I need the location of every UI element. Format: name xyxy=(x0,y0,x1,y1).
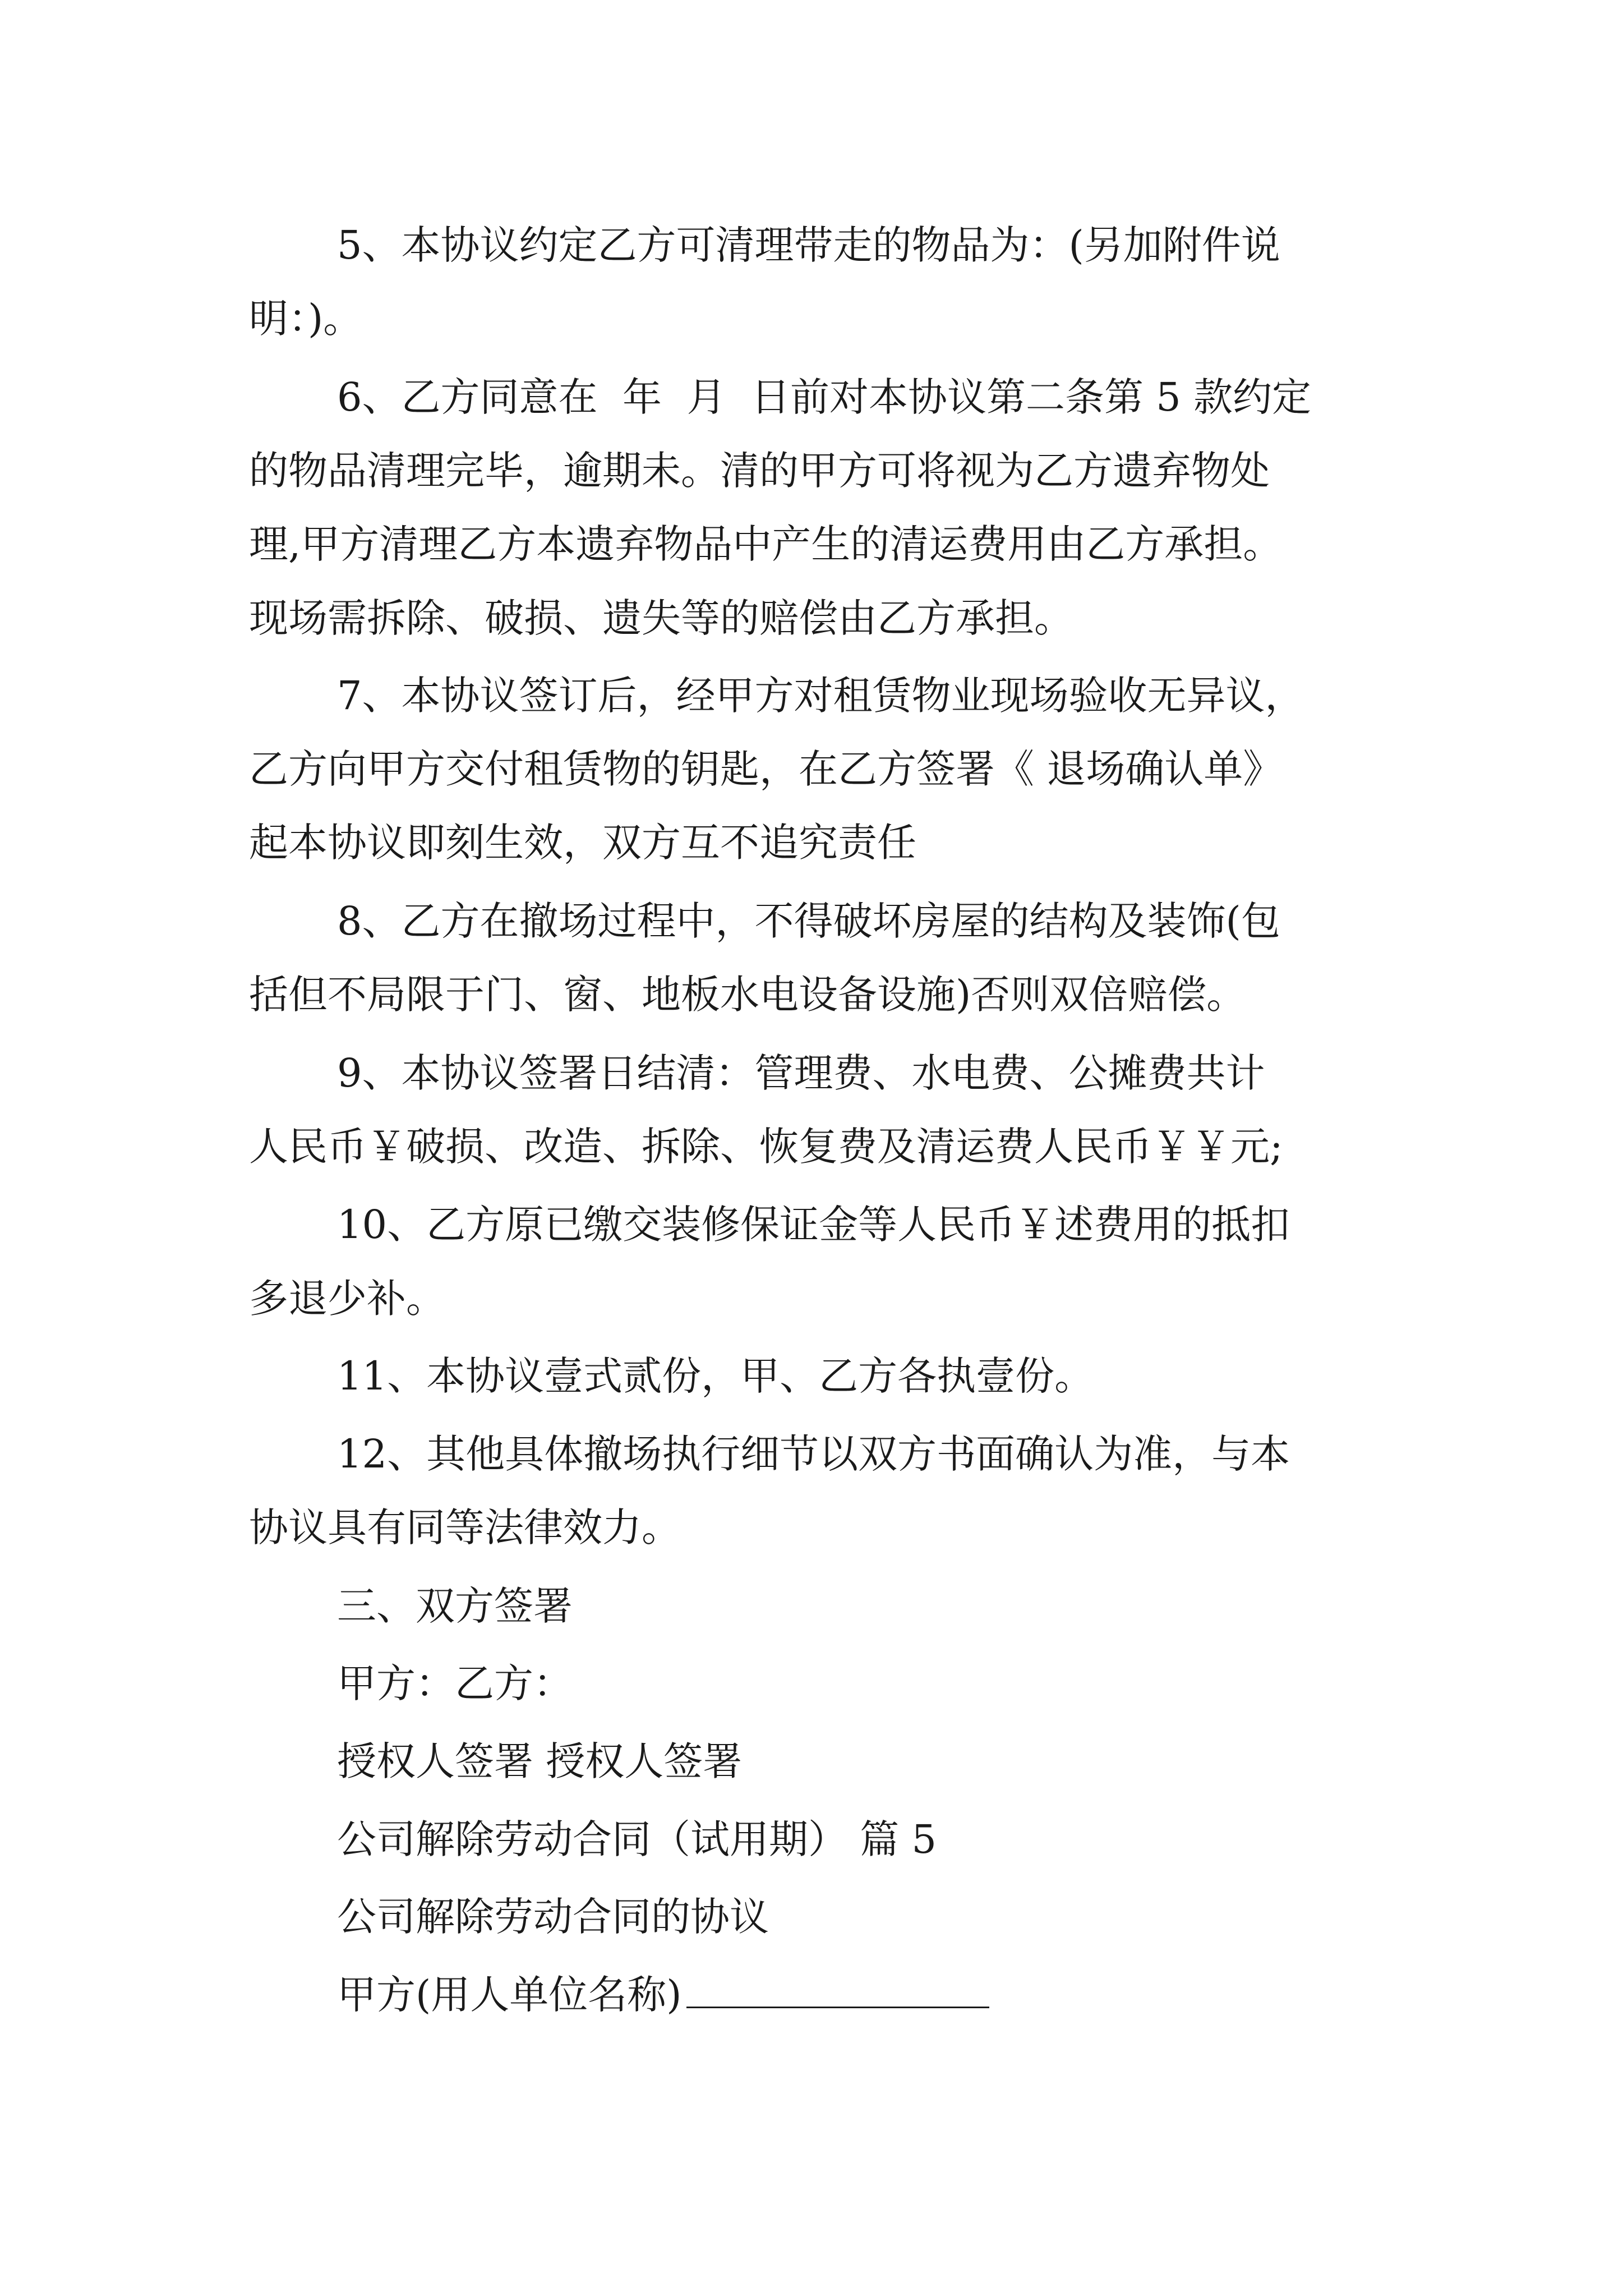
clause-6-line-3: 理,甲方清理乙方本遗弃物品中产生的清运费用由乙方承担。 xyxy=(249,521,1283,567)
clause-6-line-2: 的物品清理完毕，逾期未。清的甲方可将视为乙方遗弃物处 xyxy=(249,448,1270,494)
clause-12-line-2: 协议具有同等法律效力。 xyxy=(249,1504,681,1550)
employer-name-label: 甲方(用人单位名称) xyxy=(337,1972,682,2018)
clause-6-line-4: 现场需拆除、破损、遗失等的赔偿由乙方承担。 xyxy=(249,595,1073,641)
clause-6-line-1: 6、乙方同意在 年 月 日前对本协议第二条第 5 款约定 xyxy=(337,374,1312,420)
clause-10-line-1: 10、乙方原已缴交装修保证金等人民币￥述费用的抵扣 xyxy=(337,1202,1290,1248)
signature-labels: 授权人签署 授权人签署 xyxy=(337,1738,743,1784)
clause-7-line-3: 起本协议即刻生效，双方互不追究责任 xyxy=(249,820,916,866)
clause-8-line-2: 括但不局限于门、窗、地板水电设备设施)否则双倍赔偿。 xyxy=(249,972,1246,1018)
clause-9-line-1: 9、本协议签署日结清：管理费、水电费、公摊费共计 xyxy=(337,1050,1265,1096)
clause-5-line-1: 5、本协议约定乙方可清理带走的物品为：(另加附件说 xyxy=(337,222,1280,268)
clause-9-line-2: 人民币￥破损、改造、拆除、恢复费及清运费人民币￥￥元; xyxy=(249,1124,1283,1170)
clause-11-line-1: 11、本协议壹式贰份，甲、乙方各执壹份。 xyxy=(337,1353,1094,1399)
party-labels: 甲方：乙方： xyxy=(337,1660,573,1706)
clause-12-line-1: 12、其他具体撤场执行细节以双方书面确认为准，与本 xyxy=(337,1431,1290,1477)
clause-7-line-1: 7、本协议签订后，经甲方对租赁物业现场验收无异议， xyxy=(337,673,1304,719)
agreement-title: 公司解除劳动合同的协议 xyxy=(337,1894,769,1940)
article-title: 公司解除劳动合同（试用期） 篇 5 xyxy=(337,1816,937,1862)
clause-5-line-2: 明：)。 xyxy=(249,296,363,342)
employer-name-blank xyxy=(686,1972,989,2008)
clause-7-line-2: 乙方向甲方交付租赁物的钥匙，在乙方签署《 退场确认单》 xyxy=(249,746,1283,792)
clause-10-line-2: 多退少补。 xyxy=(249,1276,445,1322)
section-heading: 三、双方签署 xyxy=(337,1583,573,1629)
employer-name-row xyxy=(337,1970,989,2020)
clause-8-line-1: 8、乙方在撤场过程中，不得破坏房屋的结构及装饰(包 xyxy=(337,898,1280,944)
